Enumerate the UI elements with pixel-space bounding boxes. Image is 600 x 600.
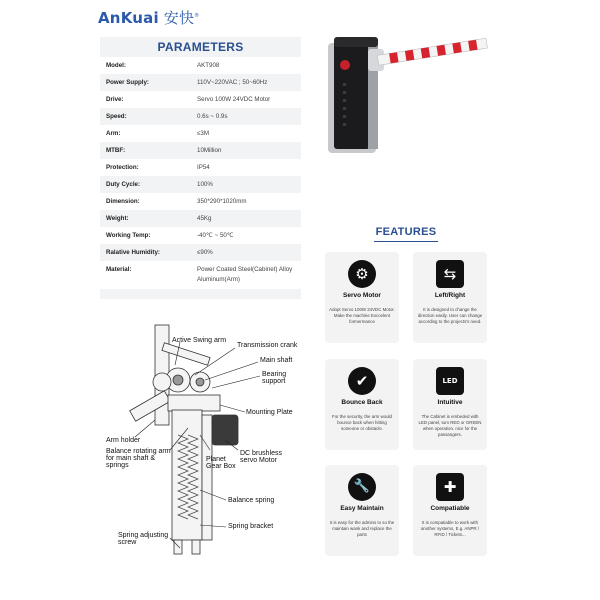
label-arm-holder: Arm holder [106, 437, 141, 444]
parameter-value: ≤3M [197, 130, 209, 137]
feature-description: It is easy for the admins to so the maintain wank and replace the parts [329, 520, 395, 537]
feature-description: It is designed to change the direction easily. User can change according to the projects's need. [417, 307, 483, 324]
parameter-key: Drive: [106, 96, 124, 103]
parameter-row [100, 244, 301, 261]
label-balance-rotating-arm: Balance rotating arm for main shaft & springs [106, 448, 171, 469]
features-underline [374, 241, 438, 242]
parameter-row [100, 125, 301, 142]
feature-description: It is compatiable to work with another systems, E.g. ANPR / RFID / Tickets... [420, 520, 480, 537]
parameter-value: Power Coated Steel(Cabinet) Alloy Aluminum(Arm) [197, 266, 293, 283]
parameter-row [100, 227, 301, 244]
barrier-gate-photo [328, 35, 490, 155]
parameter-key: Working Temp: [106, 232, 151, 239]
parameter-key: Ralative Humidity: [106, 249, 160, 256]
brand-name-cjk: 安快 [163, 9, 195, 27]
feature-card-bounce-back [325, 359, 399, 450]
parameter-value: 10Million [197, 147, 222, 154]
parameter-value: IP54 [197, 164, 210, 171]
feature-card-left-right [413, 252, 487, 343]
parameter-key: Power Supply: [106, 79, 149, 86]
feature-card-easy-maintain [325, 465, 399, 556]
feature-card-intuitive [413, 359, 487, 450]
feature-title: Left/Right [434, 292, 466, 299]
label-main-shaft: Main shaft [260, 357, 293, 364]
feature-title: Compatiable [430, 505, 470, 512]
brand-name-latin: AnKuai [98, 9, 159, 27]
parameters-panel [100, 37, 301, 299]
parameter-key: Arm: [106, 130, 121, 137]
feature-description: For the security, the arm would bounce back when hitting someone or obstacle. [332, 414, 392, 431]
parameter-row [100, 142, 301, 159]
feature-description: The Cabinet is embeded with LED panel, turn RED or GREEN when operation. nice for the passangers. [418, 414, 482, 437]
parameter-row [100, 176, 301, 193]
parameter-row [100, 91, 301, 108]
label-active-swing-arm: Active Swing arm [172, 337, 227, 344]
parameter-value: 110V~220VAC ; 50~60Hz [197, 79, 268, 86]
parameter-key: Material: [106, 266, 132, 273]
label-balance-spring: Balance spring [228, 497, 275, 504]
parameter-value: ≤90% [197, 249, 213, 256]
label-dc-brushless-servo-motor: DC brushless servo Motor [240, 450, 283, 464]
parameters-title: PARAMETERS [157, 40, 244, 54]
mechanism-diagram [100, 310, 315, 575]
parameter-key: Duty Cycle: [106, 181, 141, 188]
servo-motor-icon: ⚙ [348, 260, 376, 288]
left-right-icon: ⇆ [436, 260, 464, 288]
parameter-row [100, 261, 301, 289]
brand-logo [98, 7, 199, 28]
parameter-row [100, 210, 301, 227]
parameter-row [100, 108, 301, 125]
parameter-key: Model: [106, 62, 126, 69]
parameter-key: Weight: [106, 215, 129, 222]
label-spring-adjusting-screw: Spring adjusting screw [118, 532, 169, 546]
parameter-row [100, 57, 301, 74]
parameter-key: MTBF: [106, 147, 126, 154]
parameter-row [100, 159, 301, 176]
label-transmission-crank: Transmission crank [237, 342, 298, 349]
feature-title: Easy Maintain [340, 505, 384, 512]
label-spring-bracket: Spring bracket [228, 523, 274, 530]
feature-card-compatiable [413, 465, 487, 556]
label-bearing-support: Bearing support [262, 371, 287, 385]
label-planet-gear-box: Planet Gear Box [206, 456, 236, 470]
label-mounting-plate: Mounting Plate [246, 409, 293, 416]
puzzle-icon: ✚ [436, 473, 464, 501]
parameter-value: AKT908 [197, 62, 220, 69]
feature-title: Bounce Back [341, 399, 383, 406]
parameter-key: Speed: [106, 113, 127, 120]
parameter-value: 45Kg [197, 215, 212, 222]
parameter-value: -40℃ ~ 50℃ [197, 232, 234, 239]
parameter-value: 100% [197, 181, 213, 188]
registered-mark: ® [194, 13, 200, 19]
parameter-value: 350*290*1020mm [197, 198, 247, 205]
parameter-row [100, 193, 301, 210]
feature-title: Intuitive [437, 399, 463, 406]
feature-title: Servo Motor [343, 292, 381, 299]
wrench-icon: 🔧 [348, 473, 376, 501]
parameter-key: Protection: [106, 164, 139, 171]
features-title: FEATURES [375, 226, 437, 238]
bounce-back-icon: ✔ [348, 367, 376, 395]
parameter-key: Dimension: [106, 198, 140, 205]
parameter-value: Servo 100W 24VDC Motor [197, 96, 271, 103]
feature-card-servo-motor [325, 252, 399, 343]
led-display-icon: LED [436, 367, 464, 395]
feature-description: Adopt Servo 100W 24VDC Motor. Make the machine Exccelent formermance [329, 307, 395, 324]
parameter-row [100, 74, 301, 91]
parameter-value: 0.6s ~ 0.9s [197, 113, 228, 120]
